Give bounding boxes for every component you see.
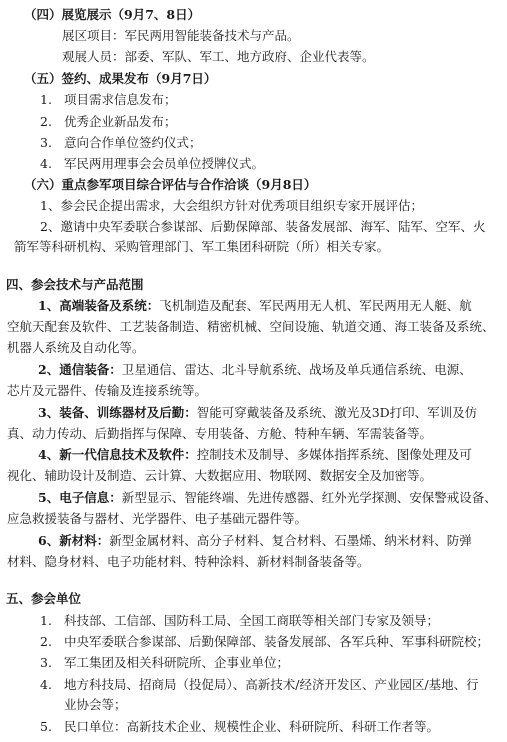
scope-item-continuation: 真、动力传动、后勤指挥与保障、专用装备、方舱、特种车辆、军需装备等。	[7, 426, 433, 441]
scope-item-materials: 6、新材料：新型金属材料、高分子材料、复合材料、石墨烯、纳米材料、防弹	[38, 533, 472, 548]
list-item: 2、邀请中央军委联合参谋部、后勤保障部、装备发展部、海军、陆军、空军、火	[40, 219, 486, 234]
exhibition-visitors: 观展人员：部委、军队、军工、地方政府、企业代表等。	[62, 49, 375, 64]
list-item: 2. 优秀企业新品发布；	[40, 114, 177, 129]
list-item: 2. 中央军委联合参谋部、后勤保障部、装备发展部、各军兵种、军事科研院校；	[40, 634, 490, 649]
scope-item-high-end: 1、高端装备及系统：飞机制造及配套、军民两用无人机、军民两用无人艇、航	[38, 298, 472, 313]
section-heading-evaluation: （六）重点参军项目综合评估与合作洽谈（9月8日）	[24, 177, 317, 192]
scope-item-continuation: 应急救援装备与器材、光学器件、电子基础元器件等。	[7, 511, 308, 526]
section-heading-exhibition: （四）展览展示（9月7、8日）	[24, 7, 201, 22]
scope-item-continuation: 视化、辅助设计及制造、云计算、大数据应用、物联网、数据安全及加密等。	[7, 468, 433, 483]
scope-item-continuation: 芯片及元器件、传输及连接系统等。	[7, 383, 208, 398]
section-heading-signing: （五）签约、成果发布（9月7日）	[24, 71, 217, 86]
list-item: 3. 意向合作单位签约仪式；	[40, 135, 202, 150]
scope-item-electronics: 5、电子信息：新型显示、智能终端、先进传感器、红外光学探测、安保警戒设备、	[38, 490, 497, 505]
list-item: 4. 军民两用理事会会员单位授牌仪式。	[40, 156, 265, 171]
scope-item-training: 3、装备、训练器材及后勤：智能可穿戴装备及系统、激光及3D打印、军训及仿	[38, 405, 478, 420]
chapter-heading-participants: 五、参会单位	[6, 591, 82, 606]
scope-item-continuation: 空航天配套及软件、工艺装备制造、精密机械、空间设施、轨道交通、海工装备及系统、	[7, 319, 495, 334]
list-item: 5. 民口单位：高新技术企业、规模性企业、科研院所、科研工作者等。	[40, 719, 440, 734]
scope-item-continuation: 材料、隐身材料、电子功能材料、特种涂料、新材料制备装备等。	[7, 554, 370, 569]
scope-item-it: 4、新一代信息技术及软件：控制技术及制导、多媒体指挥系统、图像处理及可	[38, 447, 472, 462]
list-item: 1. 科技部、工信部、国防科工局、全国工商联等相关部门专家及领导；	[40, 613, 440, 628]
list-item: 3. 军工集团及相关科研院所、企事业单位；	[40, 655, 290, 670]
exhibition-venue: 展区项目：军民两用智能装备技术与产品。	[62, 28, 300, 43]
list-item-continuation: 箭军等科研机构、采购管理部门、军工集团科研院（所）相关专家。	[14, 239, 390, 254]
list-item: 4. 地方科技局、招商局（投促局）、高新技术/经济开发区、产业园区/基地、行	[40, 677, 479, 692]
list-item: 1、参会民企提出需求，大会组织方针对优秀项目组织专家开展评估；	[40, 198, 423, 213]
list-item: 1. 项目需求信息发布；	[40, 92, 177, 107]
chapter-heading-scope: 四、参会技术与产品范围	[6, 277, 144, 292]
scope-item-communication: 2、通信装备：卫星通信、雷达、北斗导航系统、战场及单兵通信系统、电源、	[38, 362, 472, 377]
scope-item-continuation: 机器人系统及自动化等。	[7, 340, 145, 355]
list-item-continuation: 业协会等；	[64, 697, 127, 712]
